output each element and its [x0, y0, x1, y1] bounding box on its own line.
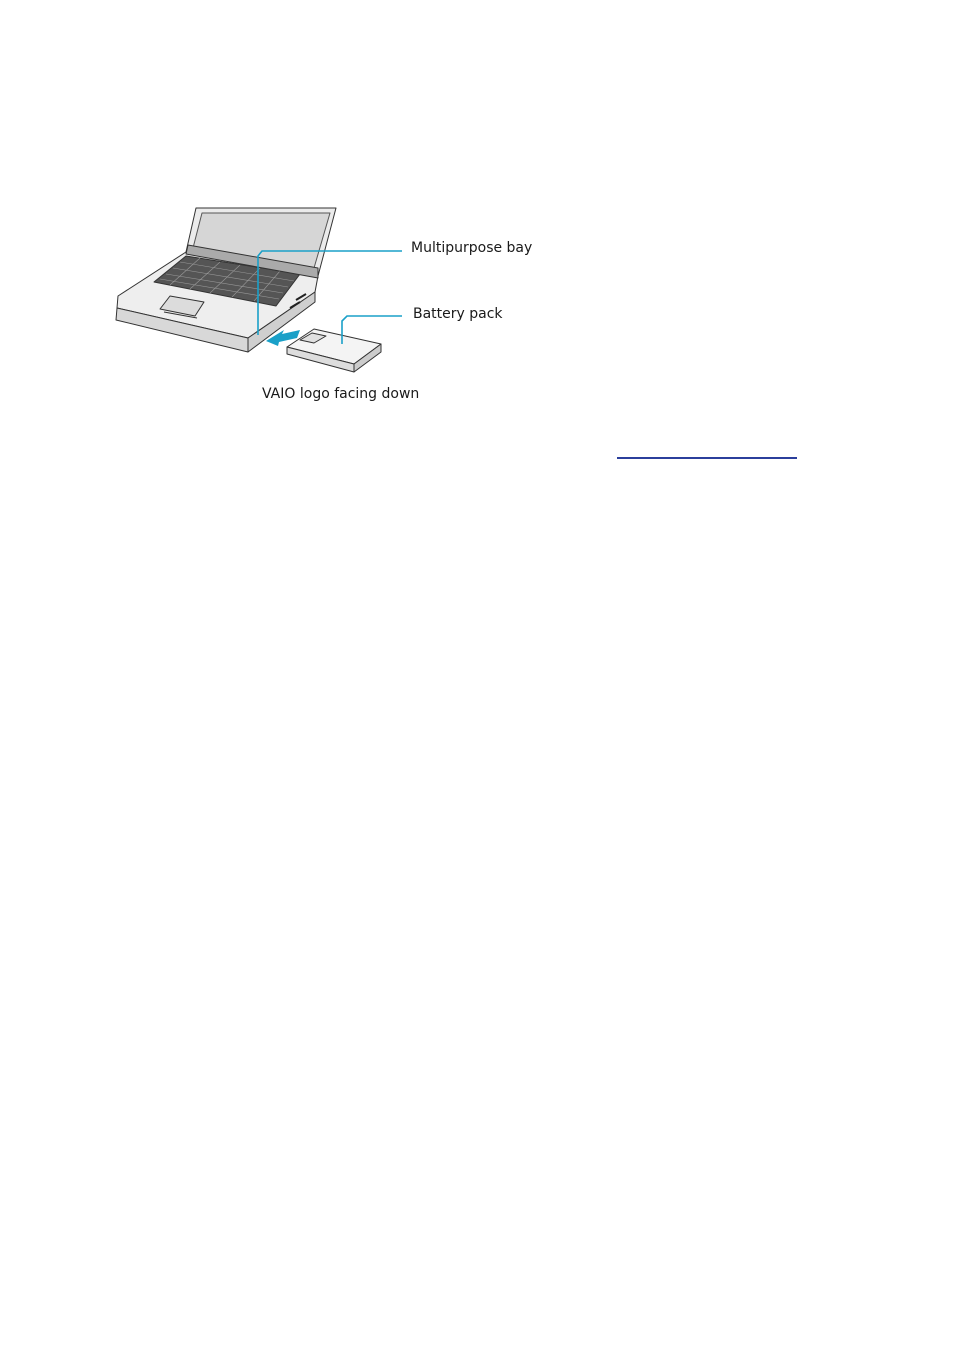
underlined-link[interactable] [617, 457, 797, 459]
callout-logo-orientation: VAIO logo facing down [262, 386, 420, 402]
battery-pack-drawing [287, 329, 381, 372]
laptop-drawing [116, 208, 336, 352]
callout-multipurpose-bay: Multipurpose bay [411, 240, 533, 256]
callout-battery-pack: Battery pack [413, 306, 503, 322]
